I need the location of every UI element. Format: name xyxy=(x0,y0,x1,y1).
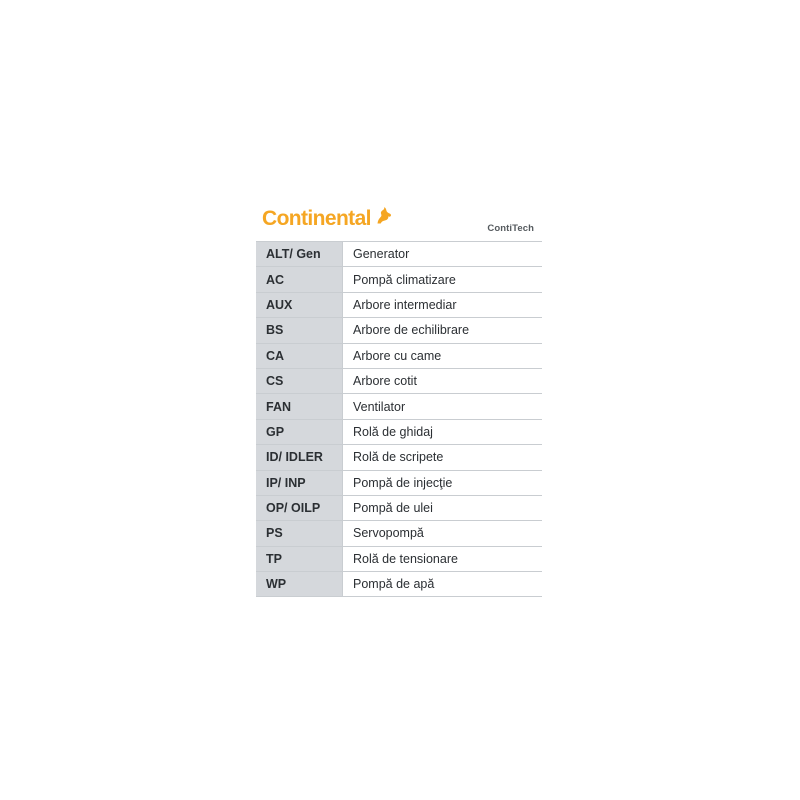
table-row xyxy=(256,521,542,546)
legend-description: Rolă de scripete xyxy=(343,445,543,470)
legend-table-body xyxy=(256,242,542,597)
legend-code: TP xyxy=(256,546,343,571)
legend-description: Pompă climatizare xyxy=(343,267,543,292)
table-row xyxy=(256,242,542,267)
table-row xyxy=(256,267,542,292)
horse-icon xyxy=(373,205,395,232)
table-row xyxy=(256,445,542,470)
legend-code: FAN xyxy=(256,394,343,419)
legend-description: Arbore cotit xyxy=(343,368,543,393)
table-row xyxy=(256,368,542,393)
legend-code: WP xyxy=(256,572,343,597)
table-row xyxy=(256,343,542,368)
contitech-subbrand: ContiTech xyxy=(487,223,534,234)
legend-description: Rolă de ghidaj xyxy=(343,419,543,444)
legend-code: PS xyxy=(256,521,343,546)
legend-description: Pompă de ulei xyxy=(343,495,543,520)
table-row xyxy=(256,419,542,444)
legend-code: ALT/ Gen xyxy=(256,242,343,267)
legend-description: Arbore de echilibrare xyxy=(343,318,543,343)
legend-description: Ventilator xyxy=(343,394,543,419)
brand-header xyxy=(256,196,542,241)
legend-code: AC xyxy=(256,267,343,292)
table-row xyxy=(256,394,542,419)
legend-description: Pompă de injecţie xyxy=(343,470,543,495)
table-row xyxy=(256,495,542,520)
continental-wordmark: Continental xyxy=(262,206,371,230)
table-row xyxy=(256,470,542,495)
table-row xyxy=(256,546,542,571)
legend-code: ID/ IDLER xyxy=(256,445,343,470)
legend-code: IP/ INP xyxy=(256,470,343,495)
legend-card xyxy=(256,196,542,597)
table-row xyxy=(256,318,542,343)
legend-description: Generator xyxy=(343,242,543,267)
table-row xyxy=(256,572,542,597)
legend-code: GP xyxy=(256,419,343,444)
legend-code: BS xyxy=(256,318,343,343)
legend-description: Pompă de apă xyxy=(343,572,543,597)
legend-description: Arbore intermediar xyxy=(343,292,543,317)
continental-logo xyxy=(262,205,395,232)
legend-description: Rolă de tensionare xyxy=(343,546,543,571)
legend-description: Arbore cu came xyxy=(343,343,543,368)
legend-code: OP/ OILP xyxy=(256,495,343,520)
abbreviation-legend-table xyxy=(256,241,542,597)
legend-code: CA xyxy=(256,343,343,368)
legend-code: AUX xyxy=(256,292,343,317)
legend-code: CS xyxy=(256,368,343,393)
table-row xyxy=(256,292,542,317)
legend-description: Servopompă xyxy=(343,521,543,546)
